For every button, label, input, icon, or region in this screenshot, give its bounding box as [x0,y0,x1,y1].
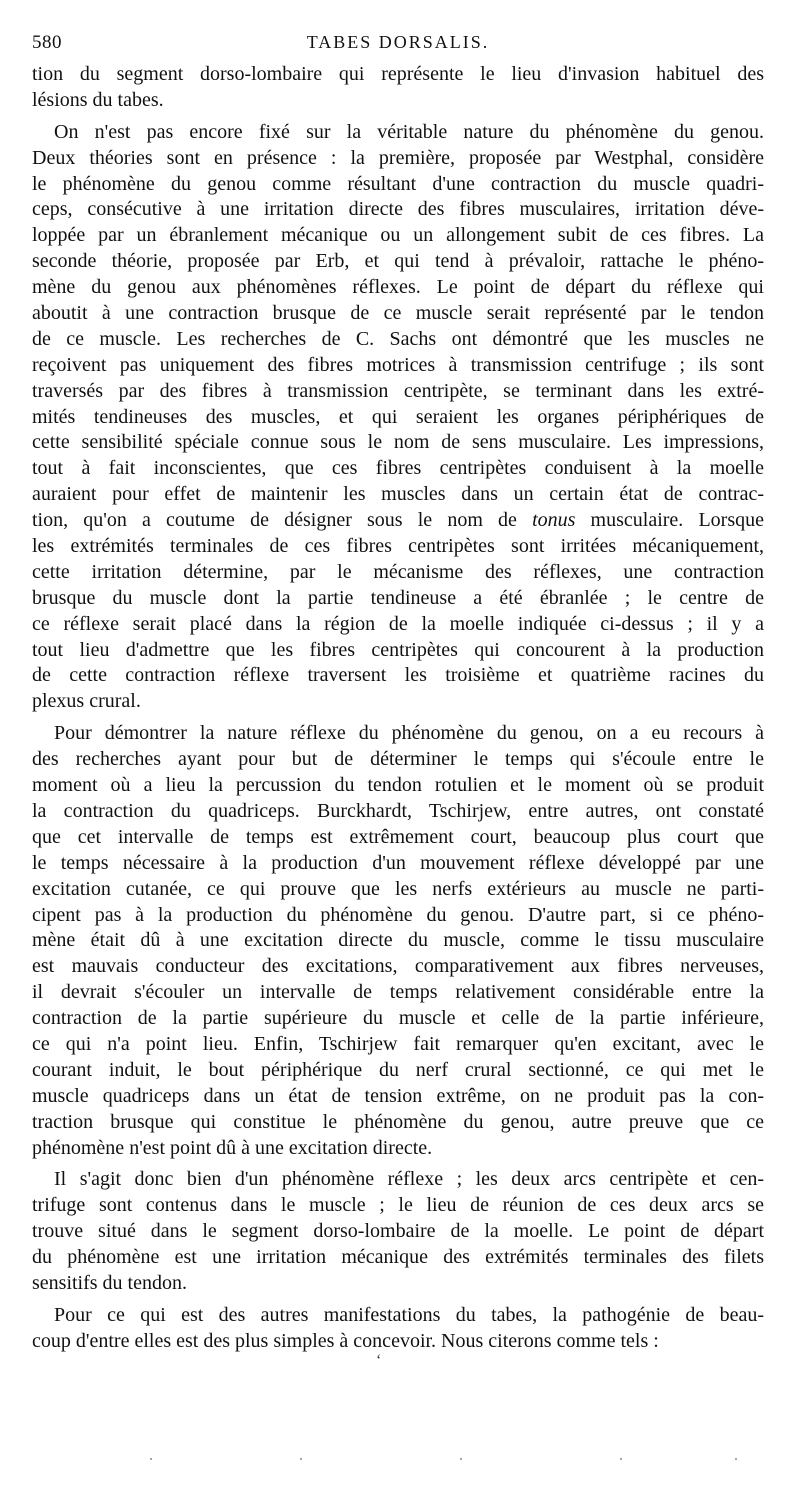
text-line: excitation cutanée, ce qui prouve que les nerfs extérieurs au muscle ne parti- [32,877,764,900]
text-line: trouve situé dans le segment dorso-lombaire de la moelle. Le point de départ [32,1220,764,1243]
text-line: muscle quadriceps dans un état de tension extrême, on ne produit pas la con- [32,1084,764,1107]
text-line: phénomène n'est point dû à une excitation directe. [32,1136,433,1159]
text-line: courant induit, le bout périphérique du nerf crural sectionné, ce qui met le [32,1058,764,1081]
text-line: des recherches ayant pour but de déterminer le temps qui s'écoule entre le [32,748,764,771]
paragraph [32,120,764,715]
text-line: loppée par un ébranlement mécanique ou un allongement subit de ces fibres. La [32,224,764,247]
text-line: tout à fait inconscientes, que ces fibres centripètes conduisent à la moelle [32,457,764,480]
text-line: ceps, consécutive à une irritation directe des fibres musculaires, irritation déve- [32,198,764,221]
text-line: cette irritation détermine, par le mécanisme des réflexes, une contraction [32,560,764,583]
document-page [32,28,764,1361]
text-line: lésions du tabes. [32,88,164,111]
running-title: TABES DORSALIS. [306,32,490,52]
text-line: tion, qu'on a coutume de désigner sous le nom de tonus musculaire. Lorsque [32,509,764,532]
text-line: mités tendineuses des muscles, et qui seraient les organes périphériques de [32,405,764,428]
text-line: cette sensibilité spéciale connue sous le nom de sens musculaire. Les impressions, [32,431,764,454]
page-number: 580 [32,32,62,53]
text-line: mène était dû à une excitation directe du muscle, comme le tissu musculaire [32,929,764,952]
speck [735,1458,737,1460]
text-line: le phénomène du genou comme résultant d'une contraction du muscle quadri- [32,172,764,195]
text-line: trifuge sont contenus dans le muscle ; le lieu de réunion de ces deux arcs se [32,1194,764,1217]
text-line: il devrait s'écouler un intervalle de temps relativement considérable entre la [32,981,764,1004]
text-line: auraient pour effet de maintenir les muscles dans un certain état de contrac- [32,483,764,506]
paragraph [32,62,764,114]
text-line: Pour démontrer la nature réflexe du phénomène du genou, on a eu recours à [54,722,764,745]
text-line: aboutit à une contraction brusque de ce muscle serait représenté par le tendon [32,302,764,325]
text-line: Deux théories sont en présence : la première, proposée par Westphal, considère [32,146,764,169]
paragraph [32,1167,764,1296]
body-text [32,62,764,1355]
text-line: est mauvais conducteur des excitations, comparativement aux fibres nerveuses, [32,955,764,978]
speck [300,1458,302,1460]
text-line: de cette contraction réflexe traversent les troisième et quatrième racines du [32,664,764,687]
text-line: la contraction du quadriceps. Burckhardt, Tschirjew, entre autres, ont constaté [32,799,764,822]
text-line: cipent pas à la production du phénomène du genou. D'autre part, si ce phéno- [32,903,764,926]
page-edge-specks [150,1458,740,1464]
text-line: de ce muscle. Les recherches de C. Sachs ont démontré que les muscles ne [32,327,764,350]
text-line: coup d'entre elles est des plus simples à concevoir. Nous citerons comme tels : [32,1329,659,1352]
text-line: Il s'agit donc bien d'un phénomène réflexe ; les deux arcs centripète et cen- [54,1168,764,1191]
text-line: traction brusque qui constitue le phénomène du genou, autre preuve que ce [32,1110,764,1133]
speck [620,1458,622,1460]
text-line: On n'est pas encore fixé sur la véritable nature du phénomène du genou. [54,120,764,143]
text-line: reçoivent pas uniquement des fibres motrices à transmission centrifuge ; ils sont [32,353,764,376]
text-line: du phénomène est une irritation mécanique des extrémités terminales des filets [32,1246,764,1269]
paragraph [32,1303,764,1355]
text-line: contraction de la partie supérieure du muscle et celle de la partie inférieure, [32,1007,764,1030]
text-line: tion du segment dorso-lombaire qui représente le lieu d'invasion habituel des [32,63,764,85]
speck [150,1458,152,1460]
text-line: les extrémités terminales de ces fibres centripètes sont irritées mécaniquement, [32,535,764,558]
text-line: brusque du muscle dont la partie tendineuse a été ébranlée ; le centre de [32,586,764,609]
text-line: ce qui n'a point lieu. Enfin, Tschirjew fait remarquer qu'en excitant, avec le [32,1032,764,1055]
text-line: que cet intervalle de temps est extrêmement court, beaucoup plus court que [32,825,764,848]
text-line: traversés par des fibres à transmission centripète, se terminant dans les extré- [32,379,764,402]
running-head [32,28,764,58]
text-line: seconde théorie, proposée par Erb, et qui tend à prévaloir, rattache le phéno- [32,250,764,273]
speck [460,1458,462,1460]
text-line: sensitifs du tendon. [32,1271,187,1294]
text-line: tout lieu d'admettre que les fibres centripètes qui concourent à la production [32,638,764,661]
text-line: mène du genou aux phénomènes réflexes. Le point de départ du réflexe qui [32,276,764,299]
paragraph [32,721,764,1161]
text-line: le temps nécessaire à la production d'un mouvement réflexe développé par une [32,851,764,874]
text-line: Pour ce qui est des autres manifestations du tabes, la pathogénie de beau- [54,1303,764,1326]
text-line: plexus crural. [32,690,141,713]
text-line: moment où a lieu la percussion du tendon rotulien et le moment où se produit [32,774,764,797]
text-line: ce réflexe serait placé dans la région de la moelle indiquée ci-dessus ; il y a [32,612,764,635]
footer-mark: ‘ [376,1352,382,1369]
